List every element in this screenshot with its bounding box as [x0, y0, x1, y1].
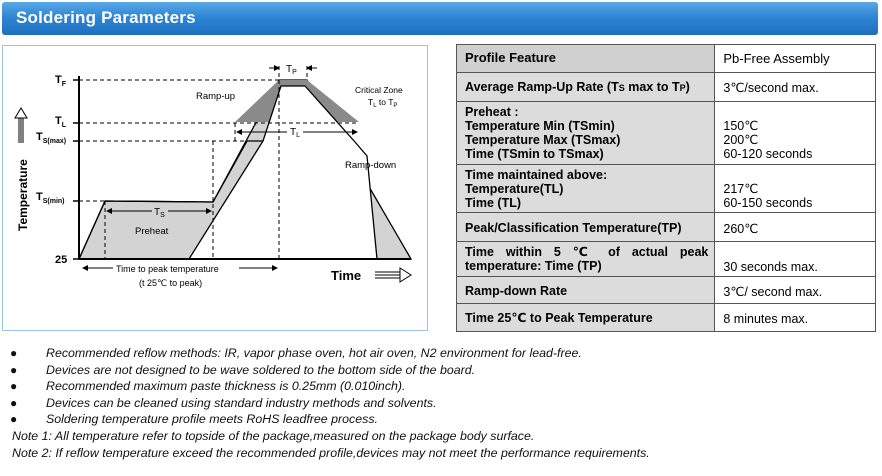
label-tl: $T_L$ — [55, 115, 67, 129]
label-ramp-up: Ramp-up — [196, 91, 236, 102]
list-item: ● Devices can be cleaned using standard industry methods and solvents. — [10, 395, 437, 410]
section-header — [2, 2, 878, 35]
list-item: ● Soldering temperature profile meets RoHS leadfree process. — [10, 412, 378, 427]
label-25: 25 — [55, 254, 68, 266]
bullet-icon: ● — [10, 395, 18, 410]
bullet-icon: ● — [10, 379, 18, 394]
table-row — [457, 242, 876, 277]
label-critical-zone-range: $T_L$ to $T_P$ — [368, 97, 398, 109]
y-axis-title: Temperature — [16, 159, 30, 231]
row-value-preheat: 150℃ 200℃ 60-120 seconds — [715, 102, 876, 165]
label-time-to-peak-range: (t 25℃ to peak) — [139, 278, 203, 288]
row-feature-time-25-to-peak: Time 25℃ to Peak Temperature — [457, 304, 715, 332]
table-row — [457, 165, 876, 213]
list-item: ● Recommended reflow methods: IR, vapor phase oven, hot air oven, N2 environment for lead-free. — [10, 346, 582, 360]
row-value-time-25-to-peak: 8 minutes max. — [715, 304, 876, 332]
section-title: Soldering Parameters — [16, 8, 196, 27]
x-axis-title: Time — [331, 268, 362, 283]
table-row — [457, 102, 876, 165]
row-feature-ramp-down: Ramp-down Rate — [457, 277, 715, 304]
label-tf: $T_F$ — [55, 74, 67, 88]
label-tsmin: $T_{S(min)}$ — [36, 191, 65, 205]
table-row — [457, 73, 876, 102]
row-feature-avg-ramp-up: Average Ramp-Up Rate (TS max to TP) — [457, 73, 715, 102]
table-header-row — [457, 45, 876, 73]
label-preheat: Preheat — [135, 226, 169, 237]
row-value-time-above: 217℃ 60-150 seconds — [715, 165, 876, 213]
reflow-profile-diagram — [2, 45, 428, 331]
row-value-time-within-peak: 30 seconds max. — [715, 242, 876, 277]
reflow-profile-svg — [3, 46, 429, 332]
label-tl-span: $T_L$ — [290, 127, 301, 139]
row-value-avg-ramp-up: 3℃/second max. — [715, 73, 876, 102]
note-2: Note 2: If reflow temperature exceed the recommended profile,devices may not meet the performance requirements. — [12, 445, 650, 460]
table-row — [457, 277, 876, 304]
row-feature-time-within-peak: Time within 5 ℃ of actual peak temperature: Time (TP) — [457, 242, 715, 277]
label-time-to-peak: Time to peak temperature — [116, 264, 219, 274]
bullet-icon: ● — [10, 346, 18, 360]
header-profile-feature: Profile Feature — [457, 45, 715, 73]
list-item: ● Recommended maximum paste thickness is 0.25mm (0.010inch). — [10, 379, 406, 394]
bullet-icon: ● — [10, 412, 18, 427]
profile-parameters-table — [456, 44, 876, 332]
profile-inner-area — [189, 86, 377, 259]
notes-section — [10, 345, 870, 461]
row-value-ramp-down: 3℃/ second max. — [715, 277, 876, 304]
label-tp-span: $T_P$ — [286, 64, 297, 76]
row-feature-preheat: Preheat : Temperature Min (TSmin) Temperature Max (TSmax) Time (TSmin to TSmax) — [457, 102, 715, 165]
label-ts-span: $T_S$ — [154, 207, 165, 219]
row-feature-peak-temp: Peak/Classification Temperature(TP) — [457, 213, 715, 242]
table-row — [457, 213, 876, 242]
row-value-peak-temp: 260℃ — [715, 213, 876, 242]
list-item: ● Devices are not designed to be wave soldered to the bottom side of the board. — [10, 362, 476, 377]
label-ramp-down: Ramp-down — [345, 160, 397, 171]
label-critical-zone: Critical Zone — [355, 85, 403, 95]
header-pb-free-assembly: Pb-Free Assembly — [715, 45, 876, 73]
row-feature-time-above: Time maintained above: Temperature(TL) Time (TL) — [457, 165, 715, 213]
label-tsmax: $T_{S(max)}$ — [36, 131, 67, 145]
table-row — [457, 304, 876, 332]
note-1: Note 1: All temperature refer to topside of the package,measured on the package body surface. — [12, 428, 535, 443]
bullet-icon: ● — [10, 362, 18, 377]
